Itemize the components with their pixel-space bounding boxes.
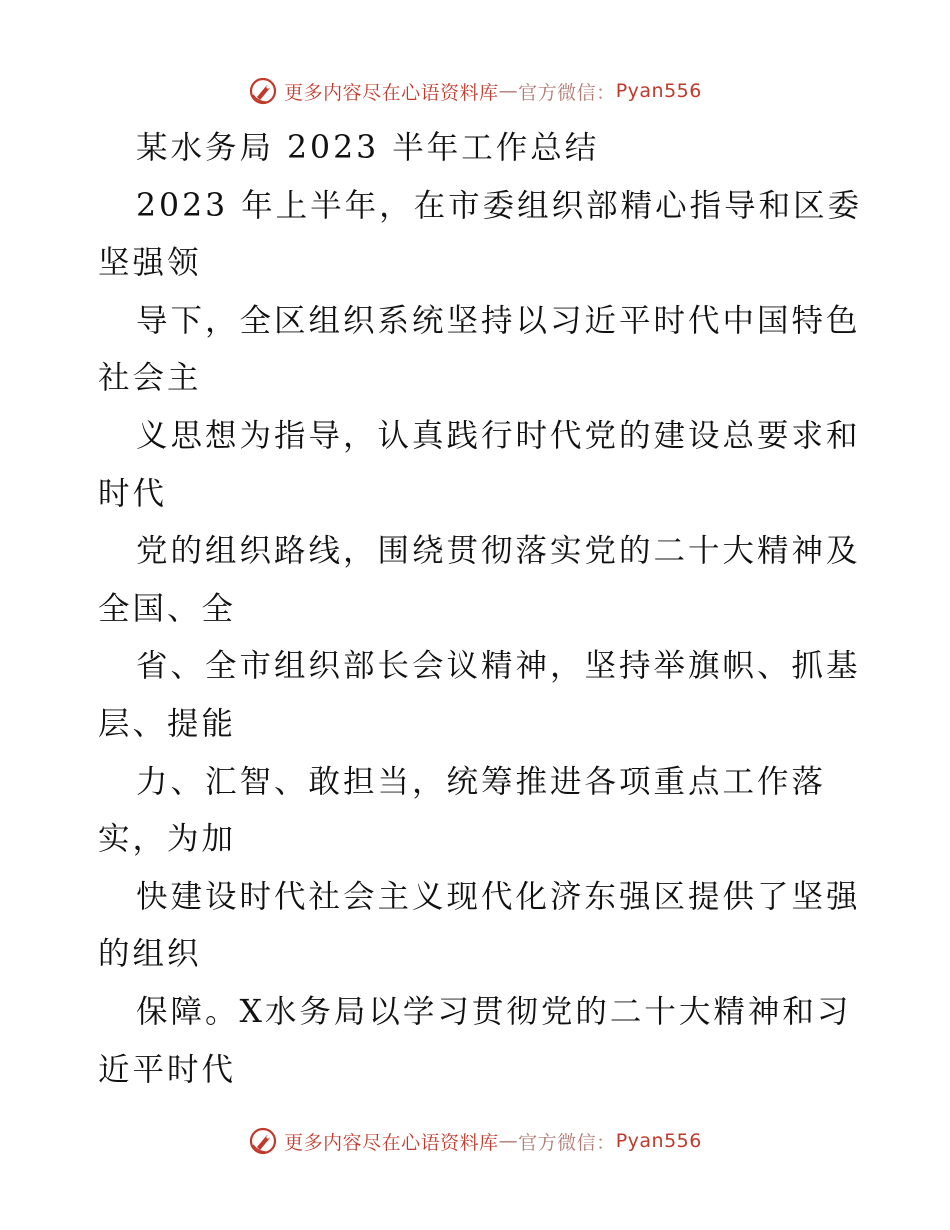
paragraph-line: 坚强领 — [98, 245, 202, 282]
paragraph-line: 2023 年上半年，在市委组织部精心指导和区委 — [136, 187, 863, 224]
document-body — [98, 120, 863, 1099]
paragraph-line: 全国、全 — [98, 590, 237, 627]
watermark-handle: Pyan556 — [615, 1130, 702, 1152]
footer-watermark — [0, 1126, 950, 1156]
watermark-separator: — — [498, 80, 519, 102]
paragraph-line: 保障。X水务局以学习贯彻党的二十大精神和习 — [136, 993, 852, 1030]
watermark-separator: — — [498, 1130, 519, 1152]
watermark-sub-text: 官方微信： — [518, 1131, 616, 1154]
paragraph-line: 层、提能 — [98, 705, 237, 742]
paragraph-line: 时代 — [98, 475, 168, 512]
paragraph-line: 党的组织路线，围绕贯彻落实党的二十大精神及 — [136, 533, 861, 570]
watermark-sub-text: 官方微信： — [518, 81, 616, 104]
watermark-main-text: 更多内容尽在心语资料库 — [284, 81, 499, 104]
document-title: 某水务局 2023 半年工作总结 — [136, 130, 600, 166]
paragraph-line: 导下，全区组织系统坚持以习近平时代中国特色 — [136, 302, 861, 339]
paragraph-line: 实，为加 — [98, 821, 237, 858]
paragraph-line: 义思想为指导，认真践行时代党的建设总要求和 — [136, 417, 861, 454]
paragraph-line: 近平时代 — [98, 1051, 237, 1088]
header-watermark — [0, 76, 950, 106]
watermark-handle: Pyan556 — [615, 80, 702, 102]
paragraph-line: 的组织 — [98, 936, 202, 973]
paragraph-line: 社会主 — [98, 360, 202, 397]
paragraph-line: 快建设时代社会主义现代化济东强区提供了坚强 — [136, 878, 861, 915]
pen-nib-circle-icon — [248, 76, 278, 106]
paragraph-line: 力、汇智、敢担当，统筹推进各项重点工作落 — [136, 763, 827, 800]
paragraph-line: 省、全市组织部长会议精神，坚持举旗帜、抓基 — [136, 648, 861, 685]
watermark-main-text: 更多内容尽在心语资料库 — [284, 1131, 499, 1154]
pen-nib-circle-icon — [248, 1126, 278, 1156]
